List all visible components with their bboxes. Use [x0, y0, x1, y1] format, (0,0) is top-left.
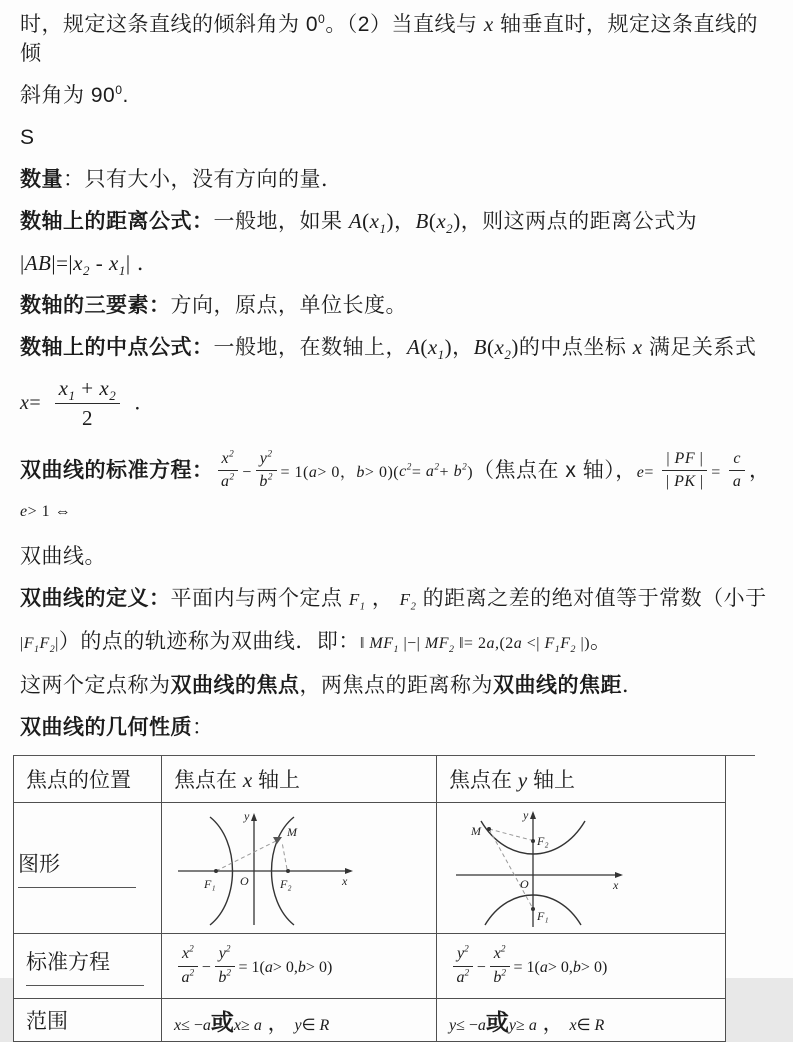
text-run: y [508, 1016, 517, 1034]
text-run: > 0, [547, 958, 573, 976]
text-run: > 0)( [364, 463, 400, 481]
text-run: R [594, 1016, 605, 1034]
table-header-row [14, 756, 726, 803]
fraction [178, 944, 198, 989]
table-top-rule [13, 755, 755, 756]
range-x-cell [162, 999, 437, 1042]
text-run: = [411, 463, 426, 481]
text-run: + [75, 376, 100, 400]
text-run: ，则这两点的距离公式为 [460, 210, 698, 233]
text-run: y [517, 768, 528, 793]
text-run: 或 [485, 1008, 509, 1035]
text-run: $F_2$ [560, 635, 576, 656]
fraction [453, 944, 473, 989]
text-run: 方向，原点，单位长度。 [170, 294, 407, 317]
text-run: $x_2$ [99, 376, 117, 404]
text-run: > 0) [305, 958, 333, 976]
text-run: 双曲线的焦距 [493, 674, 622, 698]
text-run: $b^2$ [218, 968, 231, 986]
axis-label-x: x [342, 874, 348, 889]
text-run: $x^2$ [182, 944, 194, 962]
text-run: $a^2$ [456, 968, 470, 986]
table-figure-row [14, 803, 726, 934]
text-run: （焦点在 x 轴）， [473, 458, 637, 482]
text-run: 。（2）当直线与 [325, 13, 484, 36]
text-run: a [264, 958, 273, 976]
text-run: $F_1$ [348, 590, 366, 613]
text-run: $b^2$ [259, 472, 273, 491]
point-m-label: M [471, 824, 481, 839]
text-run: c [733, 449, 741, 467]
axis-label-y: y [523, 808, 529, 823]
text-run: 的中点坐标 [518, 336, 633, 359]
text-run: − [242, 463, 252, 481]
text-run: |) [575, 635, 591, 653]
text-run: y [449, 1016, 457, 1034]
text-run: = [711, 463, 726, 481]
text-run: | [55, 635, 59, 653]
text-run: $b^2$ [453, 463, 468, 481]
text-run: 轴上 [527, 769, 576, 793]
figure-label-text: 图形 [18, 848, 136, 888]
text-run: > 0) [580, 958, 608, 976]
point-m-label: M [287, 825, 297, 840]
fraction [662, 449, 707, 494]
para-geometry [20, 713, 775, 742]
text-run: $b^2$ [493, 968, 506, 986]
text-run: y [294, 1016, 302, 1034]
text-run: 数量 [20, 168, 63, 191]
text-run: ∈ [301, 1016, 320, 1034]
hyperbola-y-axis-figure [441, 807, 706, 929]
row-label-standard-equation [14, 934, 162, 999]
text-run: − [201, 958, 211, 976]
text-run: a [513, 635, 523, 653]
origin-label: O [240, 874, 249, 889]
text-run: ) [467, 463, 474, 481]
fraction [490, 944, 510, 989]
text-run: 满足关系式 [642, 336, 757, 359]
hyperbola-properties-table [13, 755, 726, 1042]
text-run: |=| [51, 251, 74, 275]
text-run: ‖= 2 [454, 635, 487, 653]
para-midpoint [20, 333, 775, 362]
text-run: x [233, 1016, 242, 1034]
focus2-label: F₂ [280, 877, 292, 892]
text-run: S [20, 126, 35, 149]
text-run: AB [24, 251, 52, 275]
text-run: PK [674, 473, 696, 491]
text-run: $y^2$ [259, 449, 273, 467]
standard-equation-x-cell [162, 934, 437, 999]
text-run: − [476, 958, 486, 976]
text-run: 数轴的三要素： [20, 294, 171, 317]
text-run: $MF_1$ [369, 635, 399, 656]
text-run: $0^0$ [305, 12, 326, 36]
text-run: ≥ [516, 1016, 529, 1034]
text-run: $x_2$ [73, 251, 90, 279]
text-run: ≥ [241, 1016, 254, 1034]
text-run: a [477, 1016, 486, 1034]
text-run: ， [261, 1011, 295, 1035]
header-cell-focus-y-axis [437, 756, 726, 803]
text-run: 平面内与两个定点 [170, 587, 349, 611]
text-run: ，两焦点的距离称为 [299, 674, 493, 698]
text-run: ， [748, 458, 771, 482]
text-run: ）的点的轨迹称为双曲线．即： [58, 630, 360, 654]
text-run: 这两个定点称为 [20, 674, 171, 698]
text-run: | [20, 251, 25, 275]
text-run: 数轴上的中点公式： [20, 336, 214, 359]
text-run: $x_2$ [436, 209, 454, 237]
text-run: 时，规定这条直线的倾斜角为 [20, 13, 306, 36]
table-range-row [14, 999, 726, 1042]
text-run: $F_2$ [399, 590, 417, 613]
text-run: ≤ − [456, 1016, 478, 1034]
text-run: B [473, 335, 487, 359]
text-run: = 1( [238, 958, 265, 976]
focus2-label: F₂ [537, 834, 549, 849]
text-run: A [407, 335, 421, 359]
text-run: | [695, 473, 704, 491]
text-run: 轴上 [252, 769, 301, 793]
text-run: 双曲线。 [20, 545, 106, 569]
para-slope-2 [20, 81, 775, 110]
text-run: a [528, 1016, 537, 1034]
fraction [215, 944, 235, 989]
text-run: a [732, 473, 742, 491]
text-run: $a^2$ [425, 463, 440, 481]
text-run: e [20, 503, 28, 521]
text-run: ( [428, 209, 437, 233]
text-run: 双曲线的焦点 [170, 674, 300, 698]
text-run: $a^2$ [221, 472, 235, 491]
standard-equation-y-cell [437, 934, 726, 999]
text-run: b [297, 958, 306, 976]
para-midpoint-formula [20, 375, 775, 433]
para-definition-2 [20, 627, 775, 658]
text-run: = [644, 463, 659, 481]
text-run: 一般地，在数轴上， [213, 336, 407, 359]
para-hyperbola-std [20, 449, 775, 530]
text-run: ) [386, 209, 395, 233]
para-slope-1 [20, 10, 775, 68]
text-run: ， [365, 587, 400, 611]
text-run: x [20, 392, 30, 415]
text-run: | [20, 635, 24, 653]
text-run: 双曲线的几何性质 [20, 716, 192, 740]
text-run: - [89, 251, 109, 275]
text-run: 轴垂直时，规定这条直线的倾 [20, 13, 758, 65]
text-run: $MF_2$ [424, 635, 455, 656]
text-run: PF [674, 449, 696, 467]
header-cell-focus-position: 焦点的位置 [14, 756, 162, 803]
text-run: > 0， [317, 463, 357, 481]
text-run: = 1( [513, 958, 540, 976]
text-run: + [439, 463, 454, 481]
text-run: a [539, 958, 548, 976]
text-run: $90^0$ [90, 83, 123, 107]
text-run: a [308, 463, 318, 481]
para-quantity [20, 165, 775, 194]
text-run: ) [511, 335, 519, 359]
focus1-label: F₁ [204, 877, 216, 892]
text-run: 的距离之差的绝对值等于常数（小于 [416, 587, 767, 611]
axis-label-x: x [613, 878, 619, 893]
text-run: $a^2$ [181, 968, 195, 986]
text-run: a [202, 1016, 211, 1034]
text-run: $F_2$ [39, 635, 56, 656]
text-run: e [636, 463, 645, 481]
text-run: A [348, 209, 363, 233]
text-run: $x_1$ [108, 251, 126, 279]
text-run: | [665, 473, 675, 491]
text-run: 焦点在 [449, 769, 518, 793]
text-run: ) [453, 209, 461, 233]
text-run: ． [128, 392, 155, 415]
para-ab-formula [20, 249, 775, 278]
text-run: 2 [81, 406, 93, 431]
text-run: ,(2 [494, 635, 514, 653]
text-run: 或 [210, 1008, 234, 1035]
text-run: 数轴上的距离公式： [20, 210, 214, 233]
text-run: x [569, 1016, 577, 1034]
range-y-cell [437, 999, 726, 1042]
text-run: <| [522, 635, 545, 653]
text-run: ， [394, 210, 416, 233]
text-run: ∈ [576, 1016, 595, 1034]
fraction [218, 449, 239, 494]
text-run: b [572, 958, 581, 976]
text-run: 一般地，如果 [213, 210, 349, 233]
text-run: a [486, 635, 495, 653]
text-run: > 0, [272, 958, 298, 976]
text-run: ( [362, 209, 370, 233]
text-run: 双曲线的标准方程： [20, 458, 214, 482]
text-run: ( [487, 335, 495, 359]
focus1-label: F₁ [537, 909, 549, 924]
row-label-figure [14, 803, 162, 934]
standard-equation-label-text: 标准方程 [26, 946, 144, 986]
text-run: x [174, 1016, 182, 1034]
para-s [20, 123, 775, 152]
figure-cell-x-axis [162, 803, 437, 934]
hyperbola-properties-table-wrap [13, 755, 758, 1042]
para-hyperbola-std-2 [20, 542, 775, 571]
text-run: ) [444, 335, 453, 359]
text-run: $F_1$ [544, 635, 561, 656]
text-run: 斜角为 [20, 84, 91, 107]
text-run: $y^2$ [457, 944, 469, 962]
text-run: $F_1$ [23, 635, 40, 656]
text-run: = 1( [280, 463, 309, 481]
fraction [729, 449, 745, 494]
para-definition-1 [20, 584, 775, 614]
text-run: $x_1$ [427, 335, 445, 363]
table-standard-equation-row [14, 934, 726, 999]
text-run: b [356, 463, 365, 481]
text-run: ， [536, 1011, 570, 1035]
text-run: ：只有大小，没有方向的量． [63, 168, 343, 191]
text-run: ( [420, 335, 428, 359]
fraction [256, 449, 277, 494]
text-run: 双曲线的定义： [20, 587, 171, 611]
text-run: $y^2$ [218, 944, 231, 962]
text-run: B [415, 209, 429, 233]
text-run: . [122, 84, 129, 107]
hyperbola-x-axis-figure [166, 807, 431, 929]
text-run: > 1 ⇔ [27, 503, 72, 521]
row-label-range: 范围 [14, 999, 162, 1042]
text-run: x [483, 12, 494, 36]
text-run: x [632, 335, 643, 359]
text-run: | [125, 251, 131, 275]
axis-label-y: y [244, 809, 250, 824]
text-run: | [695, 449, 704, 467]
para-axis-distance [20, 207, 775, 236]
text-run: $x_2$ [494, 335, 512, 363]
text-run: a [253, 1016, 262, 1034]
text-run: | [666, 449, 675, 467]
text-run: ≤ − [181, 1016, 203, 1034]
text-run: $x^2$ [221, 449, 235, 467]
para-foci [20, 671, 775, 700]
text-run: x [242, 768, 253, 793]
para-three-elements [20, 291, 775, 320]
text-run: |−| [398, 635, 425, 653]
text-run: R [319, 1016, 330, 1034]
text-run: $x_1$ [58, 376, 76, 404]
text-run: = [29, 392, 47, 415]
text-run: $x_1$ [369, 209, 387, 237]
header-cell-focus-x-axis [162, 756, 437, 803]
text-run: ， [452, 336, 474, 359]
text-run: $x^2$ [493, 944, 506, 962]
origin-label: O [520, 877, 529, 892]
text-run: 焦点在 [174, 769, 243, 793]
text-run: ： [192, 716, 214, 740]
text-run: ‖ [359, 635, 370, 653]
text-run: $c^2$ [399, 463, 412, 481]
figure-cell-y-axis [437, 803, 726, 934]
text-run: ． [622, 674, 644, 698]
fraction [55, 375, 121, 433]
text-run: 。 [590, 630, 612, 654]
text-run: ． [130, 252, 159, 275]
